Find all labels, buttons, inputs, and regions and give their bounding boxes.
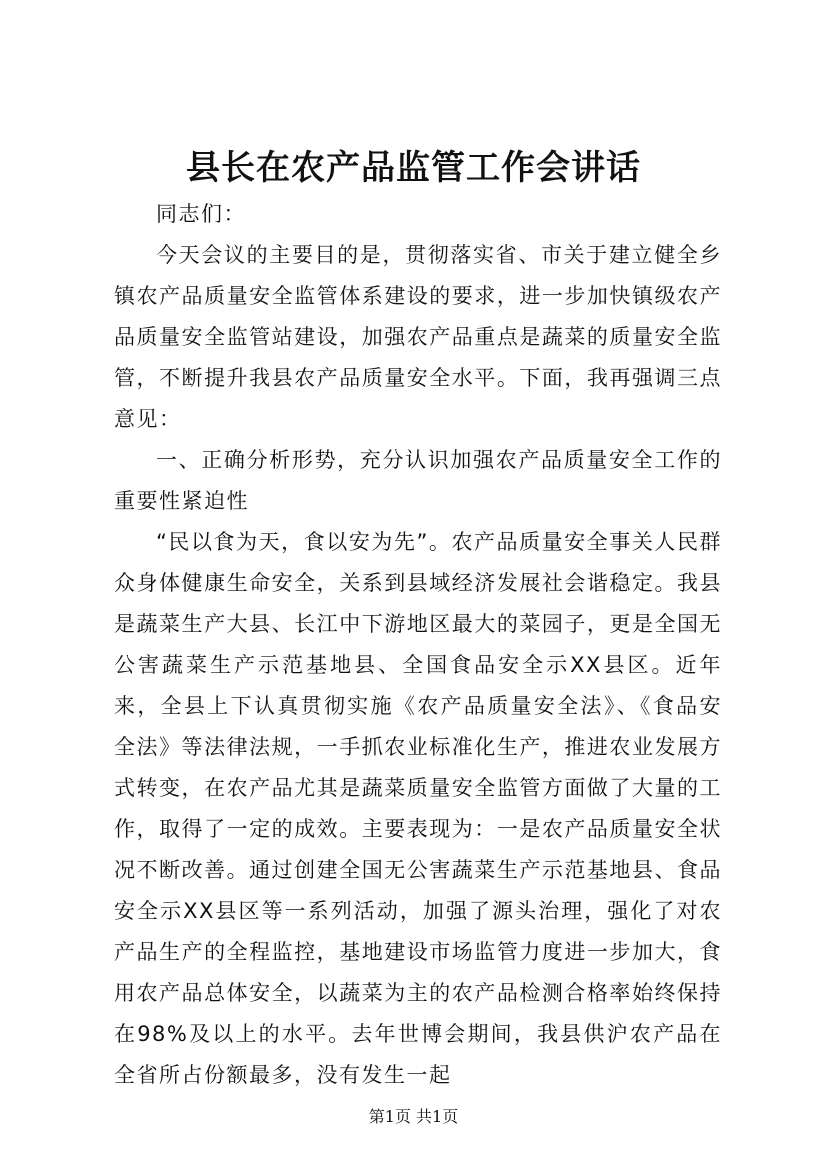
salutation-paragraph: 同志们：: [156, 202, 246, 226]
document-title: 县长在农产品监管工作会讲话: [186, 148, 641, 188]
page-footer: 第1页 共1页: [368, 1107, 459, 1126]
intro-paragraph: 今天会议的主要目的是，贯彻落实省、市关于建立健全乡镇农产品质量安全监管体系建设的要求，进一步加快镇级农产品质量安全监管站建设，加强农产品重点是蔬菜的质量安全监管，不断提升我县农产品质量安全水平。下面，我再强调三点意见：: [114, 243, 722, 431]
body-paragraph: “民以食为天，食以安为先”。农产品质量安全事关人民群众身体健康生命安全，关系到县域经济发展社会谐稳定。我县是蔬菜生产大县、长江中下游地区最大的菜园子，更是全国无公害蔬菜生产示范基地县、全国食品安全示XX县区。近年来，全县上下认真贯彻实施《农产品质量安全法》、《食品安全法》等法律法规，一手抓农业标准化生产，推进农业发展方式转变，在农产品尤其是蔬菜质量安全监管方面做了大量的工作，取得了一定的成效。主要表现为：一是农产品质量安全状况不断改善。通过创建全国无公害蔬菜生产示范基地县、食品安全示XX县区等一系列活动，加强了源头治理，强化了对农产品生产的全程监控，基地建设市场监管力度进一步加大，食用农产品总体安全，以蔬菜为主的农产品检测合格率始终保持在98%及以上的水平。去年世博会期间，我县供沪农产品在全省所占份额最多，没有发生一起: [114, 530, 722, 1087]
document-body: [114, 194, 722, 1096]
section-heading-paragraph: 一、正确分析形势，充分认识加强农产品质量安全工作的重要性紧迫性: [114, 448, 722, 513]
